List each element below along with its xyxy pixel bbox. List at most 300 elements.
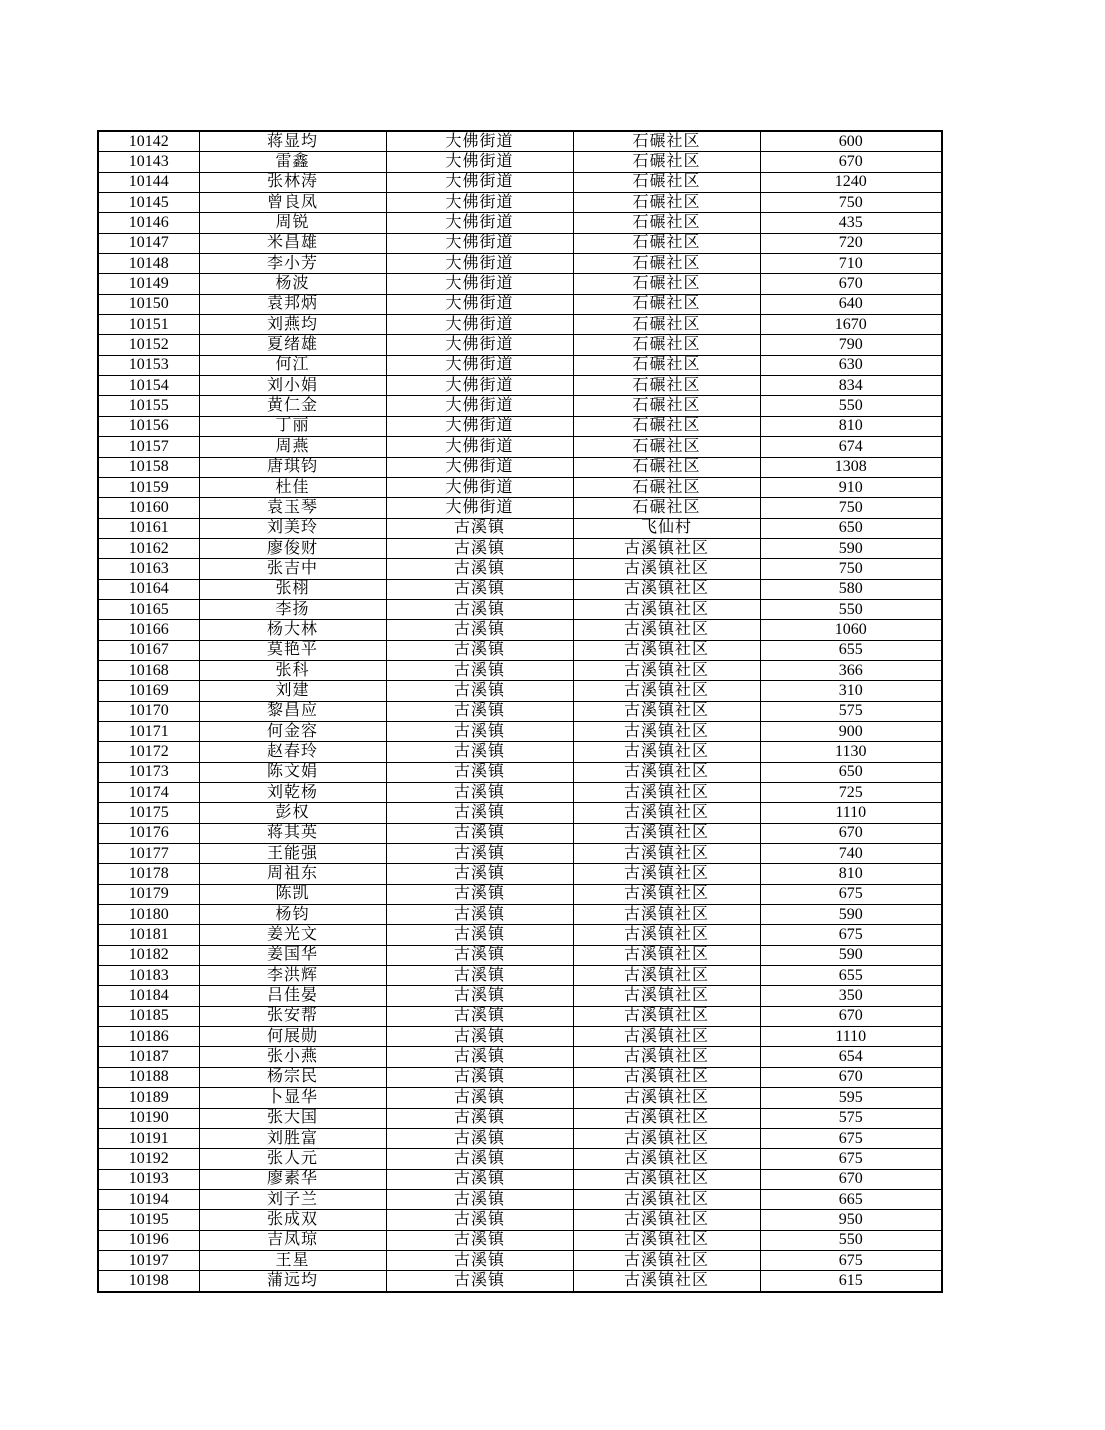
name-cell: 黎昌应 <box>199 701 386 721</box>
record-table <box>97 130 943 1293</box>
community-cell: 石碾社区 <box>573 498 760 518</box>
amount-cell: 655 <box>760 966 942 986</box>
table-row <box>98 1128 942 1148</box>
street-cell: 大佛街道 <box>386 233 573 253</box>
amount-cell: 670 <box>760 1067 942 1087</box>
name-cell: 曾良凤 <box>199 193 386 213</box>
name-cell: 黄仁金 <box>199 396 386 416</box>
street-cell: 古溪镇 <box>386 905 573 925</box>
id-cell: 10148 <box>98 254 199 274</box>
id-cell: 10188 <box>98 1067 199 1087</box>
id-cell: 10173 <box>98 762 199 782</box>
community-cell: 石碾社区 <box>573 131 760 152</box>
name-cell: 吕佳晏 <box>199 986 386 1006</box>
name-cell: 张人元 <box>199 1149 386 1169</box>
community-cell: 古溪镇社区 <box>573 1210 760 1230</box>
id-cell: 10187 <box>98 1047 199 1067</box>
table-row <box>98 233 942 253</box>
street-cell: 古溪镇 <box>386 966 573 986</box>
amount-cell: 950 <box>760 1210 942 1230</box>
table-row <box>98 355 942 375</box>
street-cell: 古溪镇 <box>386 844 573 864</box>
street-cell: 大佛街道 <box>386 315 573 335</box>
amount-cell: 435 <box>760 213 942 233</box>
community-cell: 古溪镇社区 <box>573 640 760 660</box>
community-cell: 古溪镇社区 <box>573 925 760 945</box>
name-cell: 李洪辉 <box>199 966 386 986</box>
name-cell: 彭权 <box>199 803 386 823</box>
community-cell: 古溪镇社区 <box>573 1169 760 1189</box>
name-cell: 丁丽 <box>199 416 386 436</box>
street-cell: 古溪镇 <box>386 1271 573 1292</box>
id-cell: 10159 <box>98 477 199 497</box>
name-cell: 杨波 <box>199 274 386 294</box>
amount-cell: 1060 <box>760 620 942 640</box>
name-cell: 蒋显均 <box>199 131 386 152</box>
street-cell: 古溪镇 <box>386 783 573 803</box>
street-cell: 古溪镇 <box>386 1149 573 1169</box>
table-row <box>98 213 942 233</box>
street-cell: 古溪镇 <box>386 864 573 884</box>
street-cell: 大佛街道 <box>386 437 573 457</box>
table-row <box>98 966 942 986</box>
id-cell: 10167 <box>98 640 199 660</box>
table-row <box>98 579 942 599</box>
street-cell: 古溪镇 <box>386 640 573 660</box>
street-cell: 古溪镇 <box>386 579 573 599</box>
name-cell: 杨大林 <box>199 620 386 640</box>
amount-cell: 675 <box>760 884 942 904</box>
amount-cell: 670 <box>760 1169 942 1189</box>
community-cell: 古溪镇社区 <box>573 1108 760 1128</box>
street-cell: 大佛街道 <box>386 213 573 233</box>
name-cell: 张安帮 <box>199 1006 386 1026</box>
community-cell: 古溪镇社区 <box>573 1067 760 1087</box>
community-cell: 石碾社区 <box>573 416 760 436</box>
amount-cell: 675 <box>760 1149 942 1169</box>
community-cell: 古溪镇社区 <box>573 823 760 843</box>
street-cell: 大佛街道 <box>386 355 573 375</box>
community-cell: 古溪镇社区 <box>573 1006 760 1026</box>
amount-cell: 750 <box>760 498 942 518</box>
name-cell: 周燕 <box>199 437 386 457</box>
name-cell: 莫艳平 <box>199 640 386 660</box>
community-cell: 石碾社区 <box>573 355 760 375</box>
amount-cell: 720 <box>760 233 942 253</box>
name-cell: 张科 <box>199 660 386 680</box>
amount-cell: 910 <box>760 477 942 497</box>
id-cell: 10160 <box>98 498 199 518</box>
street-cell: 大佛街道 <box>386 294 573 314</box>
amount-cell: 595 <box>760 1088 942 1108</box>
name-cell: 米昌雄 <box>199 233 386 253</box>
id-cell: 10142 <box>98 131 199 152</box>
name-cell: 廖俊财 <box>199 538 386 558</box>
street-cell: 古溪镇 <box>386 1088 573 1108</box>
table-row <box>98 823 942 843</box>
community-cell: 古溪镇社区 <box>573 742 760 762</box>
community-cell: 古溪镇社区 <box>573 1189 760 1209</box>
table-row <box>98 681 942 701</box>
id-cell: 10150 <box>98 294 199 314</box>
street-cell: 古溪镇 <box>386 518 573 538</box>
amount-cell: 590 <box>760 538 942 558</box>
name-cell: 刘乾杨 <box>199 783 386 803</box>
street-cell: 大佛街道 <box>386 335 573 355</box>
table-row <box>98 274 942 294</box>
amount-cell: 710 <box>760 254 942 274</box>
id-cell: 10169 <box>98 681 199 701</box>
id-cell: 10162 <box>98 538 199 558</box>
street-cell: 大佛街道 <box>386 416 573 436</box>
amount-cell: 810 <box>760 864 942 884</box>
name-cell: 刘子兰 <box>199 1189 386 1209</box>
community-cell: 古溪镇社区 <box>573 803 760 823</box>
amount-cell: 834 <box>760 376 942 396</box>
table-row <box>98 742 942 762</box>
id-cell: 10186 <box>98 1027 199 1047</box>
table-row <box>98 1047 942 1067</box>
table-row <box>98 864 942 884</box>
id-cell: 10194 <box>98 1189 199 1209</box>
id-cell: 10189 <box>98 1088 199 1108</box>
street-cell: 古溪镇 <box>386 1210 573 1230</box>
community-cell: 石碾社区 <box>573 457 760 477</box>
street-cell: 古溪镇 <box>386 884 573 904</box>
amount-cell: 1110 <box>760 1027 942 1047</box>
street-cell: 大佛街道 <box>386 498 573 518</box>
id-cell: 10155 <box>98 396 199 416</box>
table-row <box>98 1006 942 1026</box>
street-cell: 古溪镇 <box>386 1047 573 1067</box>
street-cell: 大佛街道 <box>386 172 573 192</box>
street-cell: 古溪镇 <box>386 823 573 843</box>
id-cell: 10183 <box>98 966 199 986</box>
table-row <box>98 376 942 396</box>
table-row <box>98 477 942 497</box>
name-cell: 陈凯 <box>199 884 386 904</box>
amount-cell: 1308 <box>760 457 942 477</box>
id-cell: 10178 <box>98 864 199 884</box>
street-cell: 古溪镇 <box>386 762 573 782</box>
community-cell: 石碾社区 <box>573 396 760 416</box>
name-cell: 何江 <box>199 355 386 375</box>
community-cell: 古溪镇社区 <box>573 783 760 803</box>
id-cell: 10176 <box>98 823 199 843</box>
name-cell: 王星 <box>199 1250 386 1270</box>
id-cell: 10193 <box>98 1169 199 1189</box>
id-cell: 10144 <box>98 172 199 192</box>
table-row <box>98 721 942 741</box>
street-cell: 古溪镇 <box>386 925 573 945</box>
street-cell: 古溪镇 <box>386 599 573 619</box>
id-cell: 10172 <box>98 742 199 762</box>
name-cell: 廖素华 <box>199 1169 386 1189</box>
amount-cell: 790 <box>760 335 942 355</box>
table-row <box>98 945 942 965</box>
amount-cell: 670 <box>760 823 942 843</box>
table-row <box>98 844 942 864</box>
amount-cell: 725 <box>760 783 942 803</box>
community-cell: 石碾社区 <box>573 193 760 213</box>
table-row <box>98 1230 942 1250</box>
name-cell: 袁玉琴 <box>199 498 386 518</box>
amount-cell: 740 <box>760 844 942 864</box>
name-cell: 张小燕 <box>199 1047 386 1067</box>
community-cell: 石碾社区 <box>573 437 760 457</box>
name-cell: 刘胜富 <box>199 1128 386 1148</box>
name-cell: 张栩 <box>199 579 386 599</box>
table-row <box>98 1067 942 1087</box>
amount-cell: 580 <box>760 579 942 599</box>
amount-cell: 674 <box>760 437 942 457</box>
name-cell: 李扬 <box>199 599 386 619</box>
street-cell: 古溪镇 <box>386 1027 573 1047</box>
table-row <box>98 1088 942 1108</box>
community-cell: 古溪镇社区 <box>573 884 760 904</box>
name-cell: 何展勋 <box>199 1027 386 1047</box>
street-cell: 古溪镇 <box>386 559 573 579</box>
amount-cell: 670 <box>760 1006 942 1026</box>
street-cell: 古溪镇 <box>386 1169 573 1189</box>
id-cell: 10147 <box>98 233 199 253</box>
community-cell: 古溪镇社区 <box>573 762 760 782</box>
amount-cell: 550 <box>760 1230 942 1250</box>
amount-cell: 650 <box>760 762 942 782</box>
community-cell: 古溪镇社区 <box>573 1027 760 1047</box>
table-row <box>98 620 942 640</box>
name-cell: 蒋其英 <box>199 823 386 843</box>
id-cell: 10191 <box>98 1128 199 1148</box>
id-cell: 10196 <box>98 1230 199 1250</box>
name-cell: 陈文娟 <box>199 762 386 782</box>
amount-cell: 675 <box>760 925 942 945</box>
table-row <box>98 1108 942 1128</box>
table-row <box>98 152 942 172</box>
street-cell: 古溪镇 <box>386 701 573 721</box>
amount-cell: 1670 <box>760 315 942 335</box>
community-cell: 古溪镇社区 <box>573 1149 760 1169</box>
table-row <box>98 762 942 782</box>
street-cell: 古溪镇 <box>386 620 573 640</box>
id-cell: 10168 <box>98 660 199 680</box>
id-cell: 10190 <box>98 1108 199 1128</box>
id-cell: 10161 <box>98 518 199 538</box>
street-cell: 古溪镇 <box>386 945 573 965</box>
street-cell: 大佛街道 <box>386 396 573 416</box>
amount-cell: 310 <box>760 681 942 701</box>
amount-cell: 615 <box>760 1271 942 1292</box>
table-row <box>98 437 942 457</box>
table-row <box>98 701 942 721</box>
community-cell: 古溪镇社区 <box>573 966 760 986</box>
name-cell: 唐琪钧 <box>199 457 386 477</box>
name-cell: 李小芳 <box>199 254 386 274</box>
table-row <box>98 457 942 477</box>
name-cell: 王能强 <box>199 844 386 864</box>
street-cell: 古溪镇 <box>386 1108 573 1128</box>
community-cell: 古溪镇社区 <box>573 681 760 701</box>
id-cell: 10153 <box>98 355 199 375</box>
street-cell: 大佛街道 <box>386 477 573 497</box>
table-row <box>98 1027 942 1047</box>
community-cell: 古溪镇社区 <box>573 1088 760 1108</box>
table-row <box>98 538 942 558</box>
id-cell: 10181 <box>98 925 199 945</box>
amount-cell: 665 <box>760 1189 942 1209</box>
name-cell: 袁邦炳 <box>199 294 386 314</box>
street-cell: 古溪镇 <box>386 538 573 558</box>
street-cell: 古溪镇 <box>386 681 573 701</box>
community-cell: 古溪镇社区 <box>573 660 760 680</box>
table-row <box>98 1271 942 1292</box>
table-row <box>98 172 942 192</box>
street-cell: 古溪镇 <box>386 1067 573 1087</box>
name-cell: 张林涛 <box>199 172 386 192</box>
id-cell: 10156 <box>98 416 199 436</box>
street-cell: 古溪镇 <box>386 1250 573 1270</box>
table-row <box>98 803 942 823</box>
community-cell: 古溪镇社区 <box>573 620 760 640</box>
community-cell: 石碾社区 <box>573 294 760 314</box>
name-cell: 赵春玲 <box>199 742 386 762</box>
street-cell: 大佛街道 <box>386 274 573 294</box>
amount-cell: 650 <box>760 518 942 538</box>
name-cell: 刘建 <box>199 681 386 701</box>
table-row <box>98 294 942 314</box>
amount-cell: 675 <box>760 1250 942 1270</box>
id-cell: 10174 <box>98 783 199 803</box>
street-cell: 大佛街道 <box>386 254 573 274</box>
community-cell: 石碾社区 <box>573 315 760 335</box>
id-cell: 10164 <box>98 579 199 599</box>
table-row <box>98 518 942 538</box>
id-cell: 10182 <box>98 945 199 965</box>
amount-cell: 630 <box>760 355 942 375</box>
table-row <box>98 559 942 579</box>
table-row <box>98 315 942 335</box>
amount-cell: 900 <box>760 721 942 741</box>
amount-cell: 590 <box>760 945 942 965</box>
community-cell: 古溪镇社区 <box>573 1230 760 1250</box>
table-row <box>98 640 942 660</box>
table-row <box>98 1149 942 1169</box>
name-cell: 夏绪雄 <box>199 335 386 355</box>
table-row <box>98 335 942 355</box>
community-cell: 古溪镇社区 <box>573 905 760 925</box>
id-cell: 10158 <box>98 457 199 477</box>
name-cell: 张大国 <box>199 1108 386 1128</box>
id-cell: 10195 <box>98 1210 199 1230</box>
id-cell: 10192 <box>98 1149 199 1169</box>
street-cell: 大佛街道 <box>386 457 573 477</box>
street-cell: 古溪镇 <box>386 986 573 1006</box>
table-row <box>98 884 942 904</box>
community-cell: 石碾社区 <box>573 477 760 497</box>
street-cell: 古溪镇 <box>386 660 573 680</box>
table-row <box>98 599 942 619</box>
id-cell: 10157 <box>98 437 199 457</box>
amount-cell: 600 <box>760 131 942 152</box>
amount-cell: 575 <box>760 1108 942 1128</box>
id-cell: 10165 <box>98 599 199 619</box>
table-row <box>98 396 942 416</box>
name-cell: 周锐 <box>199 213 386 233</box>
name-cell: 卜显华 <box>199 1088 386 1108</box>
table-row <box>98 905 942 925</box>
table-row <box>98 783 942 803</box>
community-cell: 石碾社区 <box>573 376 760 396</box>
id-cell: 10170 <box>98 701 199 721</box>
id-cell: 10184 <box>98 986 199 1006</box>
community-cell: 飞仙村 <box>573 518 760 538</box>
id-cell: 10163 <box>98 559 199 579</box>
name-cell: 周祖东 <box>199 864 386 884</box>
community-cell: 石碾社区 <box>573 152 760 172</box>
id-cell: 10151 <box>98 315 199 335</box>
amount-cell: 575 <box>760 701 942 721</box>
id-cell: 10180 <box>98 905 199 925</box>
id-cell: 10166 <box>98 620 199 640</box>
street-cell: 古溪镇 <box>386 721 573 741</box>
street-cell: 古溪镇 <box>386 1189 573 1209</box>
street-cell: 大佛街道 <box>386 376 573 396</box>
community-cell: 古溪镇社区 <box>573 986 760 1006</box>
id-cell: 10152 <box>98 335 199 355</box>
street-cell: 古溪镇 <box>386 742 573 762</box>
name-cell: 吉凤琼 <box>199 1230 386 1250</box>
community-cell: 古溪镇社区 <box>573 945 760 965</box>
name-cell: 姜光文 <box>199 925 386 945</box>
amount-cell: 550 <box>760 396 942 416</box>
id-cell: 10185 <box>98 1006 199 1026</box>
community-cell: 石碾社区 <box>573 213 760 233</box>
amount-cell: 590 <box>760 905 942 925</box>
community-cell: 古溪镇社区 <box>573 1047 760 1067</box>
table-row <box>98 986 942 1006</box>
name-cell: 张吉中 <box>199 559 386 579</box>
id-cell: 10146 <box>98 213 199 233</box>
id-cell: 10175 <box>98 803 199 823</box>
table-row <box>98 1210 942 1230</box>
table-row <box>98 1250 942 1270</box>
id-cell: 10143 <box>98 152 199 172</box>
amount-cell: 655 <box>760 640 942 660</box>
table-row <box>98 925 942 945</box>
name-cell: 姜国华 <box>199 945 386 965</box>
street-cell: 古溪镇 <box>386 803 573 823</box>
record-table-body <box>98 131 942 1292</box>
id-cell: 10145 <box>98 193 199 213</box>
amount-cell: 1240 <box>760 172 942 192</box>
id-cell: 10154 <box>98 376 199 396</box>
amount-cell: 654 <box>760 1047 942 1067</box>
table-row <box>98 660 942 680</box>
community-cell: 古溪镇社区 <box>573 864 760 884</box>
id-cell: 10149 <box>98 274 199 294</box>
table-row <box>98 131 942 152</box>
id-cell: 10198 <box>98 1271 199 1292</box>
community-cell: 古溪镇社区 <box>573 579 760 599</box>
name-cell: 何金容 <box>199 721 386 741</box>
name-cell: 张成双 <box>199 1210 386 1230</box>
id-cell: 10177 <box>98 844 199 864</box>
table-row <box>98 1189 942 1209</box>
community-cell: 石碾社区 <box>573 254 760 274</box>
table-row <box>98 498 942 518</box>
amount-cell: 1130 <box>760 742 942 762</box>
amount-cell: 670 <box>760 274 942 294</box>
